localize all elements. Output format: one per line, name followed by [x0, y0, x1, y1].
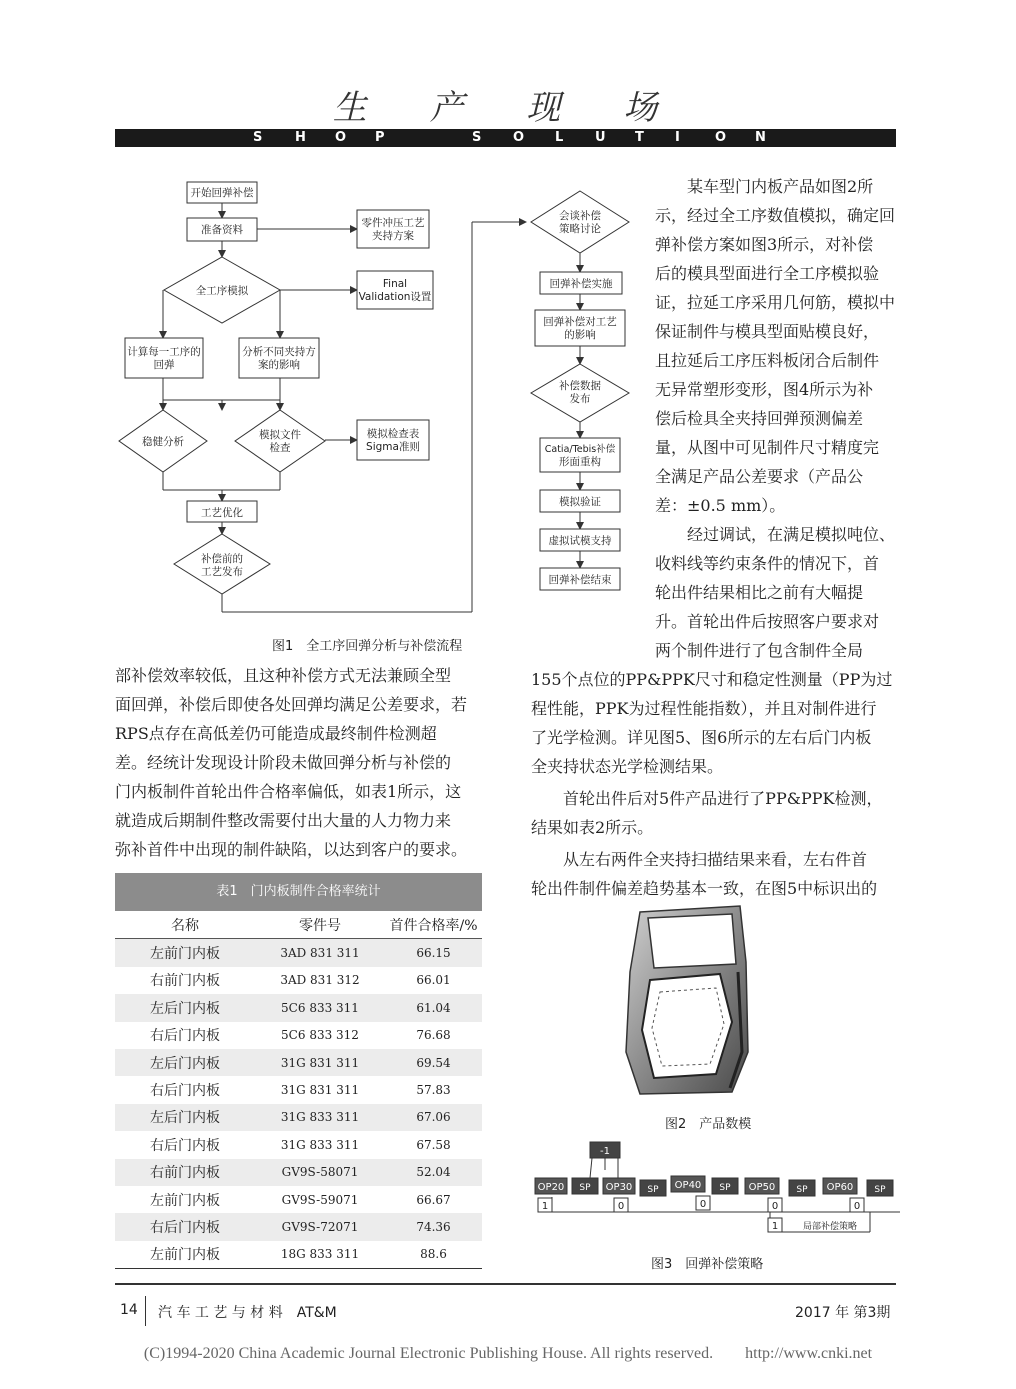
- cell-name: 左后门内板: [115, 1104, 255, 1131]
- text-line: 示，经过全工序数值模拟，确定回: [655, 206, 896, 225]
- cell-rate: 61.04: [385, 994, 482, 1021]
- table-header-name: 名称: [115, 911, 255, 939]
- text-line: 门内板制件首轮出件合格率偏低，如表1所示，这: [115, 782, 462, 801]
- figure3-strategy-diagram: [530, 1140, 900, 1240]
- figure1-flowchart: [115, 160, 635, 630]
- banner-letter: O: [715, 130, 727, 145]
- text-line: 经过调试，在满足模拟吨位、: [687, 525, 896, 544]
- table-row: [115, 939, 482, 967]
- text-line: 保证制件与模具型面贴模良好，: [655, 322, 880, 341]
- cell-part: GV9S-72071: [255, 1213, 385, 1240]
- cell-part: 3AD 831 312: [280, 973, 360, 988]
- node-data-release-2: 发布: [569, 393, 591, 405]
- cell-part: 31G 833 311: [280, 1137, 360, 1152]
- table-row: [115, 1159, 482, 1186]
- text-line: 轮出件结果相比之前有大幅提: [655, 583, 864, 602]
- node-analyze-clamp-1: 分析不同夹持方: [242, 346, 316, 358]
- node-calc-each-1: 计算每一工序的: [127, 346, 201, 358]
- text-line: 后的模具型面进行全工序模拟验: [655, 264, 880, 283]
- cell-part: 18G 833 311: [280, 1247, 360, 1262]
- text-line: 证，拉延工序采用几何筋，模拟中: [655, 293, 896, 312]
- cell-name: 右前门内板: [150, 973, 220, 990]
- cell-rate: 57.83: [416, 1083, 451, 1098]
- node-pre-release-1: 补偿前的: [201, 553, 243, 565]
- node-sim-verify: 模拟验证: [559, 496, 601, 508]
- text-line: 收料线等约束条件的情况下，首: [655, 554, 880, 573]
- cell-part: 5C6 833 312: [281, 1028, 359, 1043]
- cell-rate: 66.15: [385, 939, 482, 967]
- page-number: 14: [120, 1302, 138, 1318]
- text-line: 差：±0.5 mm）。: [655, 496, 786, 515]
- op-label: OP40: [674, 1180, 702, 1191]
- node-final-val-1: Final: [382, 278, 408, 290]
- node-meeting-2: 策略讨论: [559, 223, 601, 235]
- node-analyze-clamp-2: 案的影响: [258, 359, 300, 371]
- table-row: [115, 994, 482, 1021]
- node-implement: 回弹补偿实施: [549, 278, 613, 290]
- cell-rate: 52.04: [385, 1159, 482, 1186]
- node-end: 回弹补偿结束: [548, 574, 612, 586]
- node-start: 开始回弹补偿: [190, 187, 254, 199]
- banner-letter: L: [555, 130, 564, 145]
- text-line: 155个点位的PP&PPK尺寸和稳定性测量（PP为过: [531, 670, 893, 689]
- banner-letter: S: [253, 130, 263, 145]
- op-label: SP: [719, 1183, 731, 1193]
- table-header-part: 零件号: [255, 911, 385, 939]
- op-label: SP: [647, 1185, 659, 1195]
- banner-letter: S: [472, 130, 482, 145]
- banner-letter: P: [375, 130, 385, 145]
- op-label: OP50: [748, 1182, 776, 1193]
- node-data-release-1: 补偿数据: [559, 380, 601, 392]
- banner-letter: T: [635, 130, 644, 145]
- right-column-text-wide: [531, 665, 897, 903]
- node-sim-file-1: 模拟文件: [259, 429, 301, 441]
- table-header-rate: 首件合格率/%: [385, 911, 482, 939]
- text-line: 两个制件进行了包含制件全局: [655, 641, 864, 660]
- value-label: 0: [617, 1201, 625, 1212]
- table1: [115, 873, 482, 1269]
- figure3-caption: 图3 回弹补偿策略: [651, 1257, 764, 1272]
- table-row: [115, 1241, 482, 1268]
- cell-name: 左前门内板: [150, 1247, 220, 1264]
- op-label: OP60: [826, 1182, 854, 1193]
- cell-rate: 69.54: [385, 1049, 482, 1076]
- node-optimize: 工艺优化: [201, 507, 243, 519]
- cell-part: GV9S-58071: [255, 1159, 385, 1186]
- cell-name: 左后门内板: [115, 1049, 255, 1076]
- node-influence-1: 回弹补偿对工艺: [543, 316, 617, 328]
- text-line: 了光学检测。详见图5、图6所示的左右后门内板: [531, 728, 872, 747]
- banner-letter: I: [675, 130, 680, 145]
- banner-letter: N: [755, 130, 766, 145]
- text-line: 偿后检具全夹持回弹预测偏差: [655, 409, 864, 428]
- figure2-caption: 图2 产品数模: [665, 1117, 752, 1132]
- op-label: SP: [579, 1183, 591, 1193]
- text-line: 无异常塑形变形，图4所示为补: [655, 380, 874, 399]
- cell-rate: 88.6: [420, 1247, 447, 1262]
- cell-name: 左前门内板: [150, 1192, 220, 1209]
- figure2-door-panel-image: [620, 902, 760, 1102]
- section-title: 生 产 现 场: [332, 88, 684, 128]
- text-line: 弹补偿方案如图3所示，对补偿: [655, 235, 874, 254]
- node-meeting-1: 会谈补偿: [559, 210, 601, 222]
- text-line: 从左右两件全夹持扫描结果来看，左右件首: [563, 850, 868, 869]
- cell-name: 右后门内板: [150, 1083, 220, 1100]
- node-pre-release-2: 工艺发布: [201, 566, 243, 578]
- table-row: [115, 1186, 482, 1213]
- value-label: 1: [771, 1221, 779, 1232]
- cell-rate: 67.58: [416, 1137, 451, 1152]
- text-line: 轮出件制件偏差趋势基本一致，在图5中标识出的: [531, 879, 878, 898]
- text-line: 面回弹，补偿后即使各处回弹均满足公差要求，若: [115, 695, 468, 714]
- table-row: [115, 1076, 482, 1103]
- footer-divider: [145, 1296, 146, 1326]
- value-label: 0: [853, 1201, 861, 1212]
- cell-name: 右前门内板: [115, 1159, 255, 1186]
- banner-letter: O: [335, 130, 347, 145]
- cell-part: GV9S-59071: [281, 1192, 359, 1207]
- cell-part: 5C6 833 311: [255, 994, 385, 1021]
- banner-letter: O: [513, 130, 525, 145]
- cell-part: 31G 831 311: [280, 1083, 360, 1098]
- table-row: [115, 1022, 482, 1049]
- text-line: 结果如表2所示。: [531, 818, 654, 837]
- shop-solution-banner: [115, 129, 896, 147]
- node-virtual-tryout: 虚拟试模支持: [548, 535, 612, 547]
- right-column-text-narrow: [655, 172, 897, 665]
- text-line: 全满足产品公差要求（产品公: [655, 467, 864, 486]
- figure1-caption: 图1 全工序回弹分析与补偿流程: [272, 639, 463, 654]
- node-final-val-2: Validation设置: [358, 291, 432, 303]
- table-bottom-rule: [115, 1268, 482, 1269]
- cell-rate: 66.67: [416, 1192, 451, 1207]
- local-strategy-label: 局部补偿策略: [802, 1222, 858, 1232]
- banner-letter: U: [595, 130, 606, 145]
- value-label: 0: [699, 1199, 707, 1210]
- table-row: [115, 1049, 482, 1076]
- text-line: 全夹持状态光学检测结果。: [531, 757, 724, 776]
- table-row: [115, 1104, 482, 1131]
- text-line: 首轮出件后对5件产品进行了PP&PPK检测，: [563, 789, 883, 808]
- op-label: OP30: [605, 1182, 633, 1193]
- op-label: OP20: [537, 1182, 565, 1193]
- table-row: [115, 967, 482, 994]
- cell-part: 31G 833 311: [255, 1104, 385, 1131]
- text-line: 量，从图中可见制件尺寸精度完: [655, 438, 880, 457]
- cell-name: 右后门内板: [115, 1213, 255, 1240]
- cell-name: 左前门内板: [115, 939, 255, 967]
- node-stamping-1: 零件冲压工艺: [361, 217, 425, 229]
- left-column-text: [115, 661, 483, 864]
- table-row: [115, 1131, 482, 1158]
- cell-rate: 76.68: [416, 1028, 451, 1043]
- table-row: [115, 1213, 482, 1240]
- text-line: 程性能，PPK为过程性能指数），并且对制件进行: [531, 699, 877, 718]
- text-line: 某车型门内板产品如图2所: [687, 177, 874, 196]
- node-full-sim: 全工序模拟: [195, 285, 249, 297]
- cell-part: 3AD 831 311: [255, 939, 385, 967]
- text-line: 弥补首件中出现的制件缺陷，以达到客户的要求。: [115, 840, 468, 859]
- node-prepare: 准备资料: [201, 224, 243, 236]
- cell-part: 31G 831 311: [255, 1049, 385, 1076]
- table1-title: 表1 门内板制件合格率统计: [115, 873, 482, 911]
- issue-label: 2017 年 第3期: [795, 1305, 891, 1321]
- text-line: 差。经统计发现设计阶段未做回弹分析与补偿的: [115, 753, 452, 772]
- text-line: RPS点存在高低差仍可能造成最终制件检测超: [115, 724, 437, 743]
- node-rebuild-1: Catia/Tebis补偿: [544, 444, 616, 455]
- text-line: 且拉延后工序压料板闭合后制件: [655, 351, 880, 370]
- cell-name: 左后门内板: [115, 994, 255, 1021]
- banner-letter: H: [295, 130, 306, 145]
- text-line: 就造成后期制件整改需要付出大量的人力物力来: [115, 811, 452, 830]
- node-stamping-2: 夹持方案: [372, 230, 414, 242]
- value-label: 0: [771, 1201, 779, 1212]
- value-label: 1: [541, 1201, 549, 1212]
- copyright-notice: (C)1994-2020 China Academic Journal Electronic Publishing House. All rights reserved. http://www.cnki.net: [143, 1345, 873, 1362]
- node-influence-2: 的影响: [564, 329, 596, 341]
- text-line: 部补偿效率较低，且这种补偿方式无法兼顾全型: [115, 666, 452, 685]
- cell-rate: 74.36: [385, 1213, 482, 1240]
- node-sim-file-2: 检查: [269, 442, 291, 454]
- op-label: SP: [796, 1185, 808, 1195]
- cell-rate: 67.06: [385, 1104, 482, 1131]
- node-calc-each-2: 回弹: [153, 359, 175, 371]
- text-line: 升。首轮出件后按照客户要求对: [655, 612, 880, 631]
- node-robust: 稳健分析: [142, 436, 184, 448]
- cell-name: 右后门内板: [150, 1028, 220, 1045]
- footer-rule: [115, 1283, 896, 1285]
- journal-name: 汽 车 工 艺 与 材 料 AT&M: [158, 1305, 337, 1321]
- op-label: SP: [874, 1185, 886, 1195]
- cell-rate: 66.01: [416, 973, 451, 988]
- node-rebuild-2: 形面重构: [559, 456, 601, 468]
- node-sim-checklist-2: Sigma准则: [366, 441, 420, 453]
- minus-label: -1: [600, 1146, 610, 1157]
- cell-name: 右后门内板: [150, 1137, 220, 1154]
- node-sim-checklist-1: 模拟检查表: [366, 428, 420, 440]
